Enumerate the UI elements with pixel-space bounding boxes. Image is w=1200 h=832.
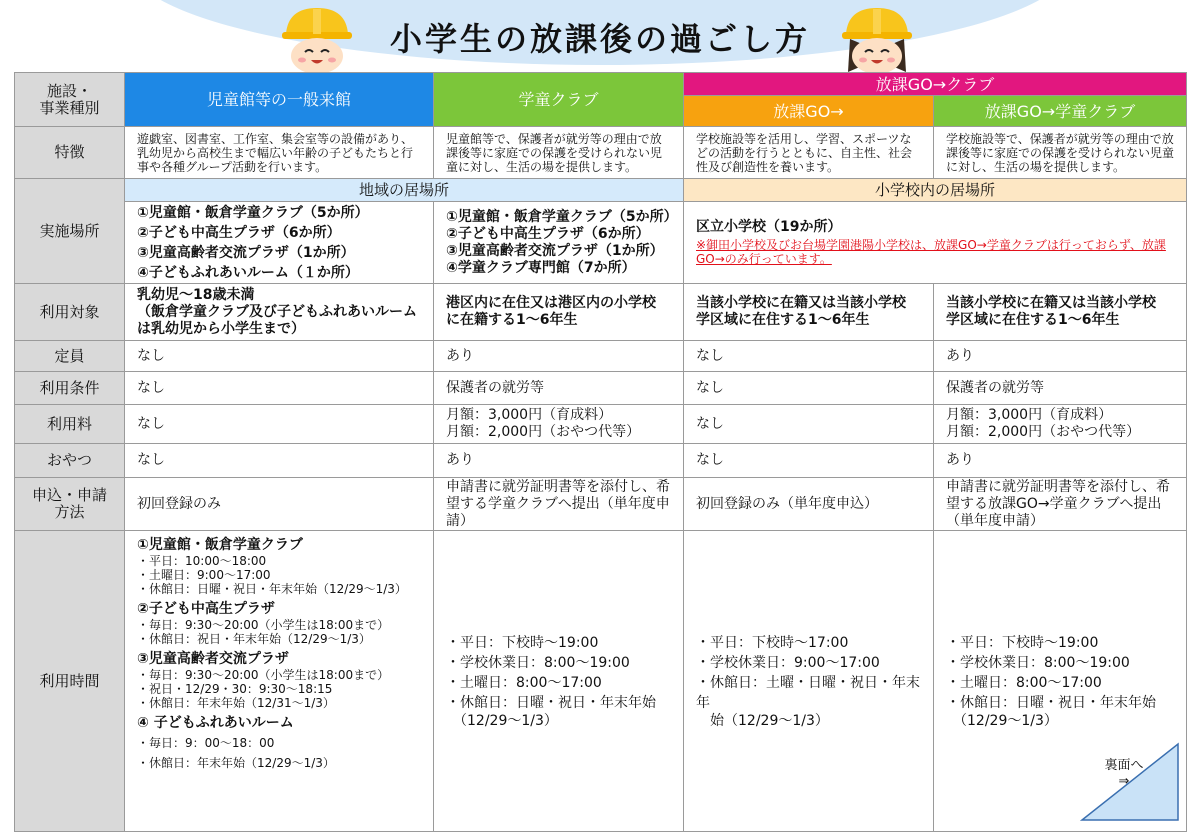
fee-gakudo xyxy=(434,405,684,444)
fee-line: 月額：3,000円（育成料） xyxy=(446,407,613,423)
hours-line: ・休館日：日曜・祝日・年末年始 xyxy=(446,694,656,711)
place-label: 実施場所 xyxy=(15,179,125,284)
fee-hokago-gakudo xyxy=(934,405,1187,444)
hours-item: ・平日：10:00～18:00 xyxy=(137,554,267,568)
hours-gakudo xyxy=(434,531,684,832)
apply-line: 望する学童クラブへ提出（単年度申 xyxy=(446,495,670,512)
fee-jidokan: なし xyxy=(125,405,434,444)
header-gakudo: 学童クラブ xyxy=(434,73,684,127)
table-row xyxy=(15,405,1187,444)
facility-type-text: 施設・ 事業種別 xyxy=(39,81,100,117)
snack-label: おやつ xyxy=(15,444,125,478)
next-page-link[interactable] xyxy=(1094,758,1154,790)
place-jidokan xyxy=(125,202,434,284)
header-jidokan: 児童館等の一般来館 xyxy=(125,73,434,127)
hours-heading: ④ 子どもふれあいルーム xyxy=(137,715,294,731)
hours-item: ・祝日・12/29・30：9:30～18:15 xyxy=(137,682,333,696)
snack-gakudo: あり xyxy=(434,444,684,478)
features-jidokan: 遊戯室、図書室、工作室、集会室等の設備があり、乳幼児から高校生まで幅広い年齢の子どもたちと行事や各種グループ活動を行います。 xyxy=(125,127,434,179)
hours-item: ・土曜日：9:00～17:00 xyxy=(137,568,271,582)
school-location-header: 小学校内の居場所 xyxy=(684,179,1187,202)
conditions-hokago-gakudo: 保護者の就労等 xyxy=(934,372,1187,405)
apply-line: （単年度申請） xyxy=(946,512,1044,529)
hours-heading: ①児童館・飯倉学童クラブ xyxy=(137,537,303,553)
table-row xyxy=(15,202,1187,284)
hours-line: ・平日：下校時～19:00 xyxy=(446,634,599,651)
hours-item: ・休館日：祝日・年末年始（12/29～1/3） xyxy=(137,632,371,646)
apply-line: 請） xyxy=(446,512,474,529)
place-gakudo xyxy=(434,202,684,284)
features-hokago-go: 学校施設等を活用し、学習、スポーツなどの活動を行うとともに、自主性、社会性及び創造性を養います。 xyxy=(684,127,934,179)
capacity-gakudo: あり xyxy=(434,341,684,372)
hours-line: ・学校休業日：9:00～17:00 xyxy=(696,654,880,671)
features-gakudo: 児童館等で、保護者が就労等の理由で放課後等に家庭での保護を受けられない児童に対し、生活の場を提供します。 xyxy=(434,127,684,179)
hours-line: ・平日：下校時～19:00 xyxy=(946,634,1099,651)
place-item: ④学童クラブ専門館（7か所） xyxy=(446,259,636,276)
hours-line: （12/29～1/3） xyxy=(446,712,558,729)
target-line: 学区域に在住する1～6年生 xyxy=(946,312,1120,328)
comparison-table xyxy=(14,72,1187,832)
place-item: ③児童高齢者交流プラザ（1か所） xyxy=(137,244,355,261)
apply-line: 申請書に就労証明書等を添付し、希 xyxy=(946,478,1170,495)
fee-line: 月額：2,000円（おやつ代等） xyxy=(446,424,641,440)
target-line: 乳幼児～18歳未満 xyxy=(137,286,255,303)
conditions-hokago-go: なし xyxy=(684,372,934,405)
place-item: ④子どもふれあいルーム（１か所） xyxy=(137,264,359,281)
place-school xyxy=(684,202,1187,284)
place-item: ②子ども中高生プラザ（6か所） xyxy=(446,225,650,242)
apply-label-text: 申込・申請 方法 xyxy=(31,486,107,521)
place-item: ①児童館・飯倉学童クラブ（5か所） xyxy=(137,204,369,221)
table-row xyxy=(15,341,1187,372)
table-row xyxy=(15,478,1187,531)
hours-line: ・平日：下校時～17:00 xyxy=(696,634,849,651)
next-page-text[interactable]: 裏面へ ⇒ xyxy=(1104,758,1144,789)
facility-type-label xyxy=(15,73,125,127)
hours-line: ・休館日：日曜・祝日・年末年始 xyxy=(946,694,1156,711)
target-line: は乳幼児から小学生まで） xyxy=(137,320,305,337)
page-title: 小学生の放課後の過ごし方 xyxy=(389,20,810,58)
hours-jidokan xyxy=(125,531,434,832)
target-line: 学区域に在住する1～6年生 xyxy=(696,312,870,328)
target-line: （飯倉学童クラブ及び子どもふれあいルーム xyxy=(137,303,417,320)
hours-heading: ③児童高齢者交流プラザ xyxy=(137,651,289,667)
table-row xyxy=(15,127,1187,179)
hours-item: ・休館日：年末年始（12/29～1/3） xyxy=(137,756,335,770)
table-row xyxy=(15,73,1187,96)
target-line: 港区内に在住又は港区内の小学校 xyxy=(446,295,656,311)
hours-label: 利用時間 xyxy=(15,531,125,832)
page-header xyxy=(0,0,1200,72)
community-location-header: 地域の居場所 xyxy=(125,179,684,202)
place-item: ②子ども中高生プラザ（6か所） xyxy=(137,224,341,241)
fee-line: 月額：2,000円（おやつ代等） xyxy=(946,424,1141,440)
hours-line: 始（12/29～1/3） xyxy=(696,712,829,729)
place-school-main: 区立小学校（19か所） xyxy=(696,219,842,235)
features-label: 特徴 xyxy=(15,127,125,179)
apply-jidokan: 初回登録のみ xyxy=(125,478,434,531)
fee-hokago-go: なし xyxy=(684,405,934,444)
table-row xyxy=(15,372,1187,405)
fee-label: 利用料 xyxy=(15,405,125,444)
target-gakudo xyxy=(434,284,684,341)
snack-hokago-go: なし xyxy=(684,444,934,478)
capacity-hokago-gakudo: あり xyxy=(934,341,1187,372)
header-hokago-go: 放課GO→ xyxy=(684,96,934,127)
target-hokago-gakudo xyxy=(934,284,1187,341)
target-line: 当該小学校に在籍又は当該小学校 xyxy=(946,295,1156,311)
apply-gakudo xyxy=(434,478,684,531)
header-hokago-gakudo: 放課GO→学童クラブ xyxy=(934,96,1187,127)
conditions-jidokan: なし xyxy=(125,372,434,405)
hours-line: ・土曜日：8:00～17:00 xyxy=(446,674,602,691)
hours-line: ・土曜日：8:00～17:00 xyxy=(946,674,1102,691)
features-hokago-gakudo: 学校施設等で、保護者が就労等の理由で放課後等に家庭での保護を受けられない児童に対し、生活の場を提供します。 xyxy=(934,127,1187,179)
apply-line: 申請書に就労証明書等を添付し、希 xyxy=(446,478,670,495)
hours-hokago-go xyxy=(684,531,934,832)
hours-heading: ②子ども中高生プラザ xyxy=(137,601,275,617)
capacity-jidokan: なし xyxy=(125,341,434,372)
apply-hokago-gakudo xyxy=(934,478,1187,531)
hours-item: ・毎日：9：00～18：00 xyxy=(137,736,275,750)
hours-line: ・学校休業日：8:00～19:00 xyxy=(446,654,630,671)
apply-line: 望する放課GO→学童クラブへ提出 xyxy=(946,495,1162,512)
conditions-label: 利用条件 xyxy=(15,372,125,405)
hours-line: ・休館日：土曜・日曜・祝日・年末年 xyxy=(696,674,920,711)
target-line: 当該小学校に在籍又は当該小学校 xyxy=(696,295,906,311)
snack-jidokan: なし xyxy=(125,444,434,478)
table-row xyxy=(15,179,1187,202)
place-school-note: ※御田小学校及びお台場学園港陽小学校は、放課GO→学童クラブは行っておらず、放課GO→のみ行っています。 xyxy=(696,238,1166,266)
hours-item: ・休館日：日曜・祝日・年末年始（12/29～1/3） xyxy=(137,582,407,596)
table-row xyxy=(15,284,1187,341)
place-item: ①児童館・飯倉学童クラブ（5か所） xyxy=(446,208,678,225)
hours-item: ・休館日：年末年始（12/31～1/3） xyxy=(137,696,335,710)
place-item: ③児童高齢者交流プラザ（1か所） xyxy=(446,242,664,259)
target-label: 利用対象 xyxy=(15,284,125,341)
snack-hokago-gakudo: あり xyxy=(934,444,1187,478)
hours-line: ・学校休業日：8:00～19:00 xyxy=(946,654,1130,671)
hours-item: ・毎日：9:30～20:00（小学生は18:00まで） xyxy=(137,618,390,632)
apply-hokago-go: 初回登録のみ（単年度申込） xyxy=(684,478,934,531)
capacity-label: 定員 xyxy=(15,341,125,372)
apply-label xyxy=(15,478,125,531)
hours-line: （12/29～1/3） xyxy=(946,712,1058,729)
capacity-hokago-go: なし xyxy=(684,341,934,372)
table-row xyxy=(15,531,1187,832)
conditions-gakudo: 保護者の就労等 xyxy=(434,372,684,405)
hours-item: ・毎日：9:30～20:00（小学生は18:00まで） xyxy=(137,668,390,682)
fee-line: 月額：3,000円（育成料） xyxy=(946,407,1113,423)
target-hokago-go xyxy=(684,284,934,341)
target-line: に在籍する1～6年生 xyxy=(446,312,578,328)
target-jidokan xyxy=(125,284,434,341)
table-row xyxy=(15,444,1187,478)
header-hokago-group: 放課GO→クラブ xyxy=(684,73,1187,96)
